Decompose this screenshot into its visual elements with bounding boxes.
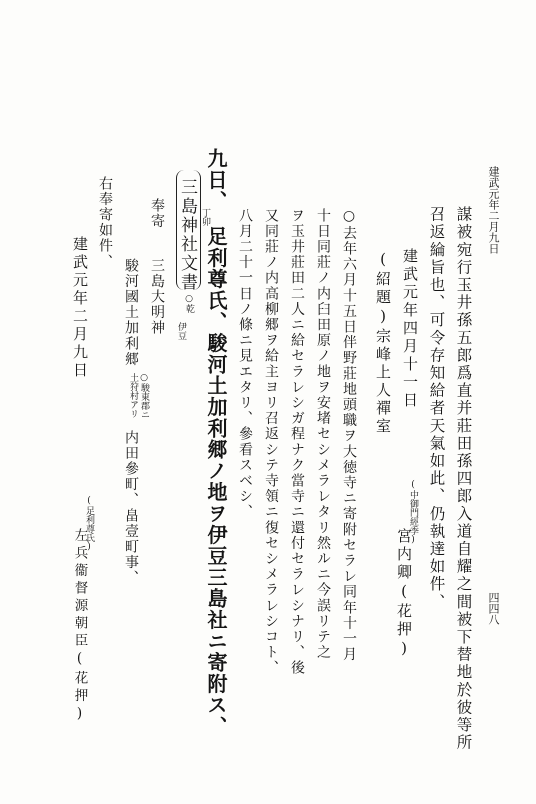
doc-note-2: 土狩村アリ (128, 373, 138, 418)
doc-line-shrine: 三島大明神 (149, 258, 165, 336)
text-line-date: 建武元年四月十一日 (401, 248, 419, 410)
note-line-4: 又同莊ノ内高柳郷ヲ給主ヨリ召返シテ寺領ニ復セシメラレシコト、 (263, 208, 279, 676)
source-note-prefix: ○乾 (184, 294, 194, 313)
text-line-1: 謀被宛行玉井孫五郎爲直并莊田孫四郎入道自耀之間被下替地於彼等所 (454, 206, 473, 752)
addressee-line: (紹題)宗峰上人禪室 (374, 250, 392, 436)
signature-line: 宮内卿(花押) (395, 528, 413, 660)
doc-line-estate: 駿河國土加利郷 (123, 258, 139, 368)
text-line-2: 召返綸旨也、可令存知給者天氣如此、仍執達如件、 (427, 206, 446, 611)
running-title: 建武元年二月九日 (487, 166, 500, 254)
note-line-1: ○去年六月十五日伴野莊地頭職ヲ大徳寺ニ寄附セラレ同年十一月 (341, 208, 357, 663)
doc-note-1: ○駿東郡ニ (139, 373, 149, 419)
signature-block: 左兵衞督源朝臣(花押) (71, 528, 88, 726)
annotation-name: (中御門經季) (408, 480, 418, 545)
doc-line-fields: 内田參町、畠壹町事、 (123, 430, 139, 586)
doc-line-date: 建武元年二月九日 (71, 236, 89, 380)
entry-headline: 足利尊氏、駿河土加利郷ノ地ヲ伊豆三島社ニ寄附ス、 (204, 226, 228, 738)
source-note-suffix: 伊豆 (176, 322, 186, 340)
doc-line-hoki: 奉寄 (149, 198, 165, 230)
doc-line-closing: 右奉寄如件、 (97, 176, 113, 270)
signature-annotation: (足利尊氏) (84, 496, 94, 552)
note-line-2: 十日同莊ノ内臼田原ノ地ヲ安堵セシメラレタリ然ルニ今誤リテ之 (315, 208, 331, 661)
source-title: 三島神社文書 (177, 178, 197, 292)
entry-date: 九日、 (204, 148, 228, 212)
note-line-5: 八月二十一日ノ條ニ見エタリ、參看スベシ、 (237, 208, 253, 520)
entry-ganshi: 丁卯 (200, 208, 210, 226)
page-number: 四四八 (487, 592, 500, 625)
note-line-3: ヲ玉井莊田二人ニ給セラレシガ程ナク當寺ニ還付セラレシナリ、後 (289, 208, 305, 676)
